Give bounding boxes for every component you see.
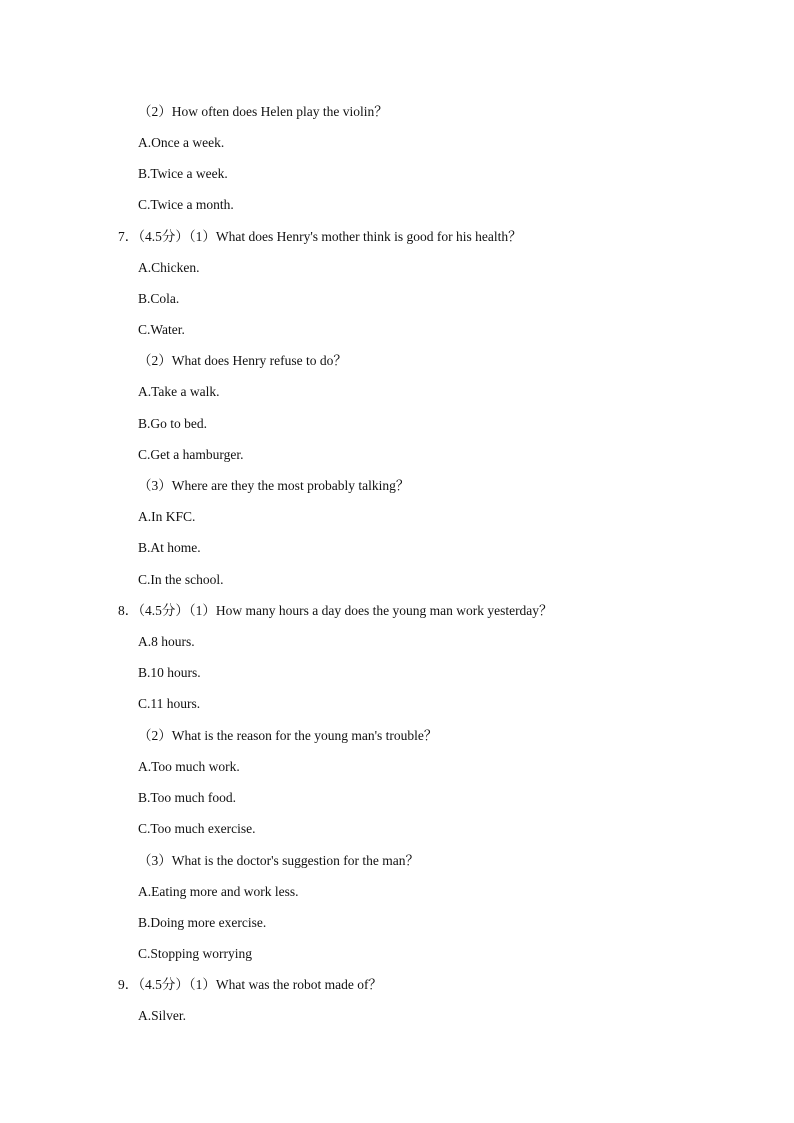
question-7-part-2-prompt: （2）What does Henry refuse to do？ bbox=[138, 353, 347, 368]
option-c: C.Get a hamburger. bbox=[138, 447, 244, 462]
option-b: B.Doing more exercise. bbox=[138, 915, 267, 930]
question-7-part-3-prompt: （3）Where are they the most probably talking？ bbox=[138, 478, 410, 493]
option-c: C.Too much exercise. bbox=[138, 821, 256, 836]
option-c: C.Twice a month. bbox=[138, 197, 234, 212]
option-b: B.10 hours. bbox=[138, 665, 201, 680]
option-c: C.Water. bbox=[138, 322, 185, 337]
option-a: A.Take a walk. bbox=[138, 384, 220, 399]
option-b: B.Twice a week. bbox=[138, 166, 228, 181]
question-9-heading: 9．（4.5分）（1）What was the robot made of？ bbox=[118, 977, 382, 992]
option-a: A.Silver. bbox=[138, 1008, 187, 1023]
option-a: A.Eating more and work less. bbox=[138, 884, 299, 899]
option-b: B.At home. bbox=[138, 540, 201, 555]
option-c: C.Stopping worrying bbox=[138, 946, 253, 961]
option-b: B.Go to bed. bbox=[138, 416, 207, 431]
question-8-part-2-prompt: （2）What is the reason for the young man's trouble？ bbox=[138, 728, 438, 743]
option-a: A.8 hours. bbox=[138, 634, 195, 649]
option-c: C.In the school. bbox=[138, 572, 224, 587]
option-a: A.Too much work. bbox=[138, 759, 240, 774]
option-c: C.11 hours. bbox=[138, 696, 201, 711]
question-8-heading: 8．（4.5分）（1）How many hours a day does the young man work yesterday？ bbox=[118, 603, 553, 618]
option-a: A.Once a week. bbox=[138, 135, 225, 150]
question-6-part-2-prompt: （2）How often does Helen play the violin？ bbox=[138, 104, 388, 119]
option-b: B.Too much food. bbox=[138, 790, 237, 805]
question-8-part-3-prompt: （3）What is the doctor's suggestion for the man？ bbox=[138, 853, 420, 868]
option-a: A.Chicken. bbox=[138, 260, 200, 275]
option-b: B.Cola. bbox=[138, 291, 180, 306]
option-a: A.In KFC. bbox=[138, 509, 196, 524]
question-7-heading: 7．（4.5分）（1）What does Henry's mother think is good for his health？ bbox=[118, 229, 522, 244]
